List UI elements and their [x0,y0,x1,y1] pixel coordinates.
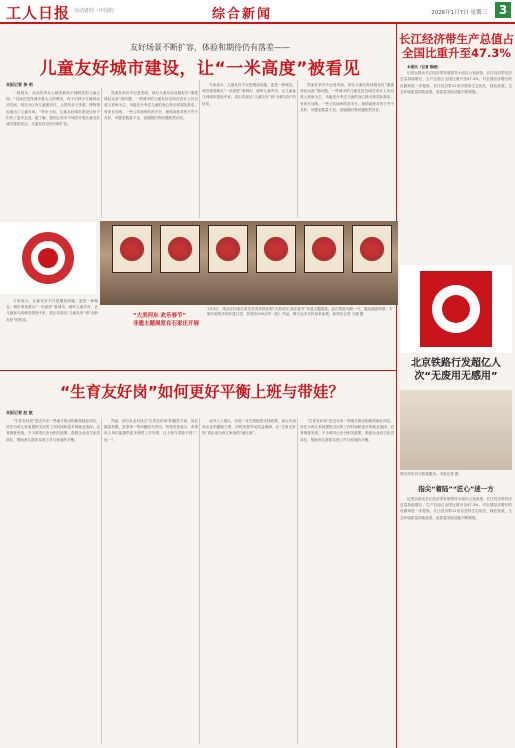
exhibit-frame [304,225,344,273]
lead-paragraph-4: 然而在采访中记者发现，部分儿童友好设施存在“重建设轻运营”的问题，一些城市的儿童友好空间在设计上仍以成人视角为主，未能充分考虑儿童的身心特点和实际需求。有家长反映，一些公共场所的洗手台、座椅高度对孩子并不友好，母婴室数量不足、设施陈旧等问题依然存在。 [300,83,394,112]
right-illustration [400,265,512,353]
right-byline: 本报讯（记者 陈晓） [407,65,441,69]
exhibit-frame [112,225,152,273]
second-column-1 [6,418,100,744]
column-rule [101,418,102,744]
lead-column-3 [202,82,296,218]
right-paragraph-2: 记者从推动长江经济带发展领导小组办公室获悉，长江经济带经济总量持续增长，生产总值占全国比重升至47.3%，对全国经济增长的贡献率进一步提高。长江经济带11省市坚持生态优先、绿色发展，生态环境质量持续改善，高质量发展动能不断增强。 [400,497,512,520]
column-rule [297,80,298,218]
newspaper-logo: 工人日报 [6,4,71,22]
exhibit-frame [256,225,296,273]
masthead-sub: 劳动者的 · 中国的 [74,8,114,14]
right-photo [400,390,512,470]
right-sub-headline: 指尖“着陆”“匠心”迷一方 [418,485,494,493]
right-article [400,64,512,264]
exhibit-frame [160,225,200,273]
lead-paragraph-2: 然而在采访中记者发现，部分儿童友好设施存在“重建设轻运营”的问题，一些城市的儿童友好空间在设计上仍以成人视角为主，未能充分考虑儿童的身心特点和实际需求。有家长反映，一些公共场所的洗手台、座椅高度对孩子并不友好，母婴室数量不足、设施陈旧等问题依然存在。 [104,91,198,120]
second-paragraph-3: 业内人士建议，应进一步完善配套支持政策，加大对设岗企业的激励力度，同时加强劳动权益保障，让“生育友好岗”真正成为育儿家庭的“减压阀”。 [202,419,296,436]
page-number: 3 [495,2,511,18]
second-paragraph-1: “生育友好岗”是近年来一些地方推出的新型就业岗位，旨在为育儿家庭提供灵活的工作时间和更多的就业选择。记者调查发现，不少城市已出台相关政策，鼓励企业设立此类岗位，帮助育儿群体实现工作与家庭的平衡。 [6,419,100,442]
lead-headline: 儿童友好城市建设，让“一米高度”被看见 [39,59,361,79]
section-rule [396,24,397,748]
right-headline: 长江经济带生产总值占全国比重升至47.3% [399,32,514,60]
second-byline: 本报记者 赵 航 [6,410,33,415]
photo-caption: 1月5日，观众在河北石家庄市美术馆参观“大美河东 欢乐春节”非遗主题展览。此次展览为期一月，展品涵盖剪纸、木版年画等多种非遗门类，共展出200余件（组）作品，吸引众多市民前来参观。新华社记者 王晓 摄 [207,307,393,317]
lead-column-4 [300,82,394,218]
masthead [0,0,515,24]
lead-paragraph-3: 专家表示，儿童友好不仅是增加设施，更是一种理念。城市规划要从“一米高度”看城市，倾听儿童声音，让儿童参与到城市建设中来，真正实现从“儿童友好”到“全龄友好”的转变。 [202,83,296,106]
column-rule [297,418,298,744]
second-headline: “生育友好岗”如何更好平衡上班与带娃？ [60,383,344,401]
second-column-2 [104,418,198,744]
side-photo [0,222,96,294]
second-column-3 [202,418,296,744]
exhibit-frame [352,225,392,273]
column-rule [199,418,200,744]
lead-byline: 本报记者 参 明 [6,82,33,87]
lead-column-2 [104,90,198,218]
second-paragraph-2: 然而，部分企业对设立“生育友好岗”积极性不高，岗位数量有限、类型单一等问题较为突出。有受访者表示，希望用人单位能提供更多弹性工作安排，让上班与带娃不再“二选一”。 [104,419,198,442]
paper-cut-art [400,265,512,353]
right-article-2 [400,496,512,744]
column-rule [101,88,102,218]
paper-cut-illustration [0,222,96,294]
column-rule [199,80,200,218]
exhibit-frame [208,225,248,273]
right-paragraph: 记者从推动长江经济带发展领导小组办公室获悉，长江经济带经济总量持续增长，生产总值占全国比重升至47.3%，对全国经济增长的贡献率进一步提高。长江经济带11省市坚持生态优先、绿色发展，生态环境质量持续改善，高质量发展动能不断增强。 [400,71,512,94]
second-column-4 [300,418,394,744]
lead-continued-paragraph: 专家表示，儿童友好不仅是增加设施，更是一种理念。城市规划要从“一米高度”看城市，倾听儿童声音，让儿童参与到城市建设中来，真正实现从“儿童友好”到“全龄友好”的转变。 [6,299,98,322]
issue-date: 2026年1月7日 星期三 [431,10,487,16]
second-paragraph-4: “生育友好岗”是近年来一些地方推出的新型就业岗位，旨在为育儿家庭提供灵活的工作时间和更多的就业选择。记者调查发现，不少城市已出台相关政策，鼓励企业设立此类岗位，帮助育儿群体实现工作与家庭的平衡。 [300,419,394,442]
lead-column-1 [6,90,100,218]
lead-kicker: 友好场景不断扩容，体验和期待仍有落差—— [130,43,290,52]
right-headline-2: 北京铁路行发超亿人次“无废用无感用” [411,358,501,382]
photo-banner: “大美河东 欢乐春节” 非遗主题展览在石家庄开展 [133,313,200,327]
lead-column-continued [6,298,98,368]
lead-paragraph-1: 一到周末，北京的李女士就带着孩子到附近的儿童公园。“以前总觉得城市是大人的城市，孩子们缺少专属的活动空间，现在小区有儿童游乐区，公园有亲子步道，博物馆也推出了儿童专场。”李女士说，儿童友好城市建设让孩子们有了更多去处。据了解，我国已有多个城市开展儿童友好城市建设试点，儿童友好空间不断扩容。 [6,91,100,127]
right-photo-caption: 图为列车员为旅客服务。本报记者 摄 [400,472,459,476]
section-title: 综合新闻 [212,7,273,22]
story-divider [0,370,397,371]
exhibition-photo [100,221,398,305]
